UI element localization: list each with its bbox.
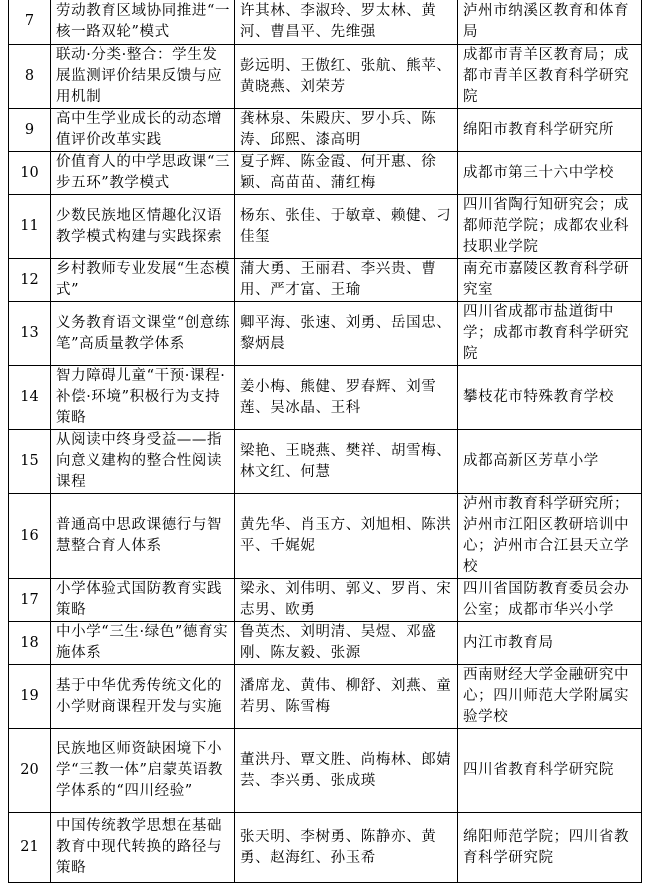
project-authors: 鲁英杰、刘明清、吴煜、邓盛刚、陈友毅、张源 <box>235 622 458 665</box>
project-authors: 许其林、李淑玲、罗太林、黄河、曹昌平、先维强 <box>235 0 458 45</box>
row-number: 7 <box>9 0 51 45</box>
project-organization: 绵阳市教育科学研究所 <box>458 109 642 152</box>
row-number: 20 <box>9 729 51 813</box>
project-organization: 攀枝花市特殊教育学校 <box>458 366 642 430</box>
project-title: 民族地区师资缺困境下小学“三教一体”启蒙英语教学体系的“四川经验” <box>51 729 235 813</box>
table-row <box>9 195 642 259</box>
project-organization: 西南财经大学金融研究中心；四川师范大学附属实验学校 <box>458 665 642 729</box>
project-organization: 南充市嘉陵区教育科学研究室 <box>458 259 642 302</box>
project-organization: 四川省成都市盐道街中学；成都市教育科学研究院 <box>458 302 642 366</box>
row-number: 8 <box>9 45 51 109</box>
awards-table <box>8 0 642 883</box>
project-title: 高中生学业成长的动态增值评价改革实践 <box>51 109 235 152</box>
row-number: 15 <box>9 430 51 494</box>
project-title: 从阅读中终身受益——指向意义建构的整合性阅读课程 <box>51 430 235 494</box>
project-authors: 潘席龙、黄伟、柳舒、刘燕、童若男、陈雪梅 <box>235 665 458 729</box>
row-number: 13 <box>9 302 51 366</box>
project-organization: 泸州市纳溪区教育和体育局 <box>458 0 642 45</box>
table-row <box>9 302 642 366</box>
project-authors: 龚林泉、朱殿庆、罗小兵、陈涛、邱熙、漆高明 <box>235 109 458 152</box>
project-title: 义务教育语文课堂“创意练笔”高质量教学体系 <box>51 302 235 366</box>
project-title: 智力障碍儿童“干预·课程·补偿·环境”积极行为支持策略 <box>51 366 235 430</box>
project-authors: 彭远明、王傲红、张航、熊苹、黄晓燕、刘荣芳 <box>235 45 458 109</box>
project-organization: 绵阳师范学院；四川省教育科学研究院 <box>458 813 642 883</box>
table-row <box>9 494 642 579</box>
project-organization: 成都高新区芳草小学 <box>458 430 642 494</box>
project-organization: 成都市第三十六中学校 <box>458 152 642 195</box>
project-authors: 夏子辉、陈金霞、何开惠、徐颖、高苗苗、蒲红梅 <box>235 152 458 195</box>
table-row <box>9 579 642 622</box>
project-title: 中国传统教学思想在基础教育中现代转换的路径与策略 <box>51 813 235 883</box>
table-row <box>9 813 642 883</box>
row-number: 19 <box>9 665 51 729</box>
project-title: 中小学“三生·绿色”德育实施体系 <box>51 622 235 665</box>
project-authors: 卿平海、张速、刘勇、岳国忠、黎炳晨 <box>235 302 458 366</box>
table-row <box>9 0 642 45</box>
row-number: 12 <box>9 259 51 302</box>
project-title: 联动·分类·整合：学生发展监测评价结果反馈与应用机制 <box>51 45 235 109</box>
table-row <box>9 259 642 302</box>
table-row <box>9 152 642 195</box>
table-row <box>9 430 642 494</box>
project-title: 少数民族地区情趣化汉语教学模式构建与实践探索 <box>51 195 235 259</box>
row-number: 11 <box>9 195 51 259</box>
project-organization: 内江市教育局 <box>458 622 642 665</box>
table-row <box>9 45 642 109</box>
project-organization: 四川省教育科学研究院 <box>458 729 642 813</box>
project-title: 普通高中思政课德行与智慧整合育人体系 <box>51 494 235 579</box>
project-authors: 蒲大勇、王丽君、李兴贵、曹用、严才富、王瑜 <box>235 259 458 302</box>
table-row <box>9 109 642 152</box>
table-row <box>9 665 642 729</box>
project-title: 基于中华优秀传统文化的小学财商课程开发与实施 <box>51 665 235 729</box>
table-row <box>9 729 642 813</box>
row-number: 10 <box>9 152 51 195</box>
project-authors: 梁永、刘伟明、郭义、罗肖、宋志男、欧勇 <box>235 579 458 622</box>
row-number: 9 <box>9 109 51 152</box>
project-organization: 四川省国防教育委员会办公室；成都市华兴小学 <box>458 579 642 622</box>
project-title: 乡村教师专业发展“生态模式” <box>51 259 235 302</box>
row-number: 14 <box>9 366 51 430</box>
project-authors: 董洪丹、覃文胜、尚梅林、郎婧芸、李兴勇、张成瑛 <box>235 729 458 813</box>
project-title: 劳动教育区域协同推进“一核一路双轮”模式 <box>51 0 235 45</box>
project-title: 小学体验式国防教育实践策略 <box>51 579 235 622</box>
project-authors: 杨东、张佳、于敏章、赖健、刁佳玺 <box>235 195 458 259</box>
project-organization: 成都市青羊区教育局；成都市青羊区教育科学研究院 <box>458 45 642 109</box>
table-row <box>9 622 642 665</box>
project-organization: 四川省陶行知研究会；成都师范学院；成都农业科技职业学院 <box>458 195 642 259</box>
row-number: 16 <box>9 494 51 579</box>
row-number: 21 <box>9 813 51 883</box>
project-authors: 姜小梅、熊健、罗春辉、刘雪莲、吴冰晶、王科 <box>235 366 458 430</box>
table-row <box>9 366 642 430</box>
project-authors: 梁艳、王晓燕、樊祥、胡雪梅、林文红、何慧 <box>235 430 458 494</box>
project-organization: 泸州市教育科学研究所；泸州市江阳区教研培训中心；泸州市合江县天立学校 <box>458 494 642 579</box>
row-number: 18 <box>9 622 51 665</box>
project-title: 价值育人的中学思政课“三步五环”教学模式 <box>51 152 235 195</box>
project-authors: 张天明、李树勇、陈静亦、黄勇、赵海红、孙玉希 <box>235 813 458 883</box>
project-authors: 黄先华、肖玉方、刘旭相、陈洪平、千娓妮 <box>235 494 458 579</box>
row-number: 17 <box>9 579 51 622</box>
